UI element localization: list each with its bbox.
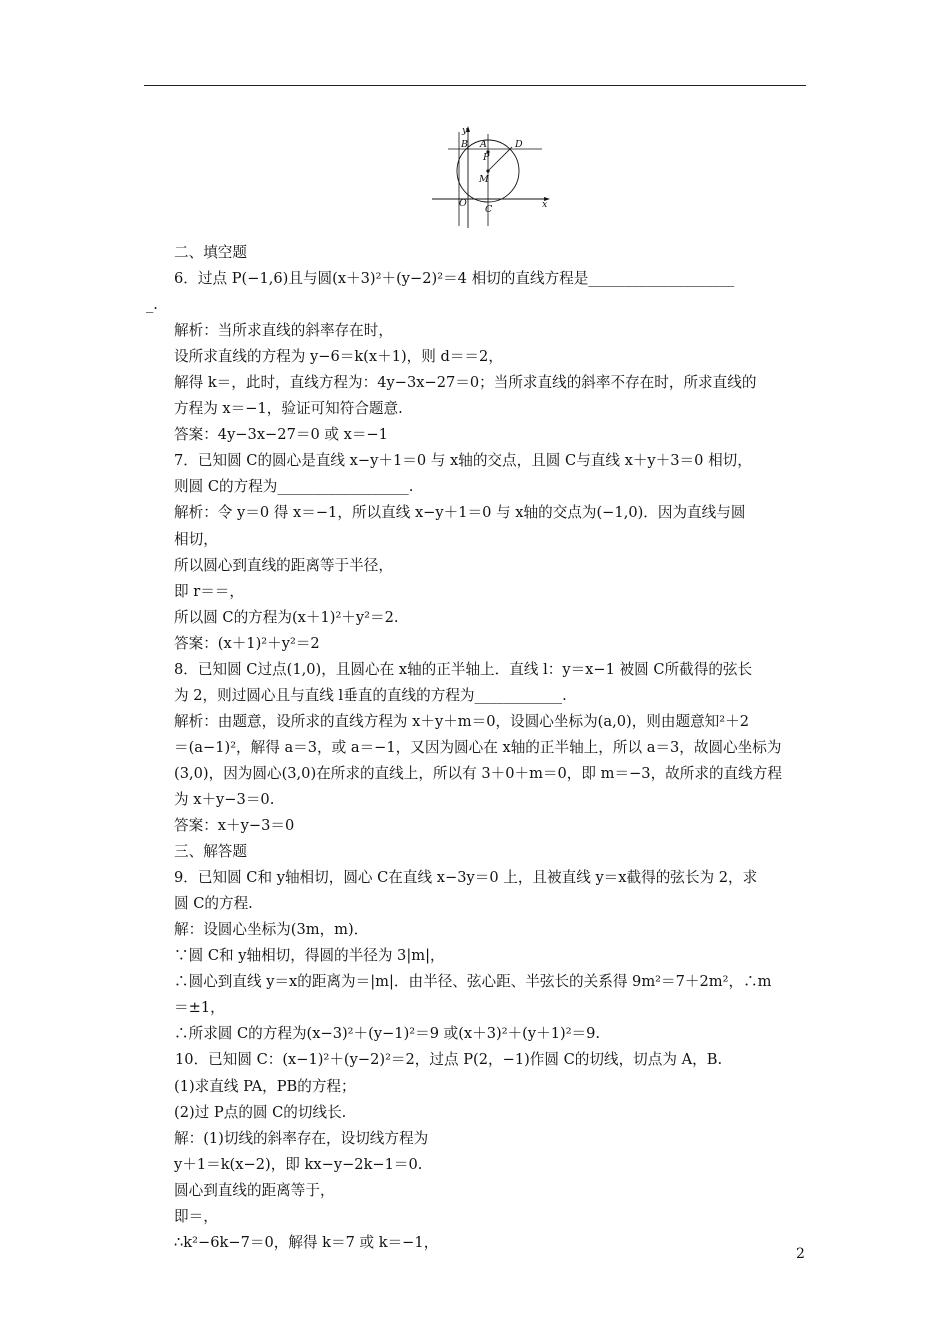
text-line: 6．过点 P(−1,6)且与圆(x＋3)²＋(y−2)²＝4 相切的直线方程是____________________: [174, 270, 735, 288]
point-D-label: D: [515, 139, 523, 150]
text-line: _.: [146, 296, 158, 314]
text-line: 为 2，则过圆心且与直线 l垂直的直线的方程为____________.: [174, 686, 567, 704]
origin-O-label: O: [459, 198, 467, 209]
point-P-label: P: [483, 152, 490, 163]
text-line: 7．已知圆 C的圆心是直线 x−y＋1＝0 与 x轴的交点，且圆 C与直线 x＋y＋3＝0 相切，: [174, 452, 752, 470]
text-line: (2)过 P点的圆 C的切线长.: [174, 1103, 347, 1121]
text-line: 答案：x＋y−3＝0: [174, 817, 295, 835]
text-line: 答案：(x＋1)²＋y²＝2: [174, 634, 320, 652]
circle-diagram: [430, 120, 560, 232]
text-line: 解析：令 y＝0 得 x＝−1，所以直线 x−y＋1＝0 与 x轴的交点为(−1,0)．因为直线与圆: [174, 504, 746, 522]
text-line: 二、填空题: [174, 244, 247, 261]
text-line: 圆 C的方程.: [174, 895, 253, 913]
text-line: 即 r＝＝，: [174, 582, 244, 600]
text-line: 9．已知圆 C和 y轴相切，圆心 C在直线 x−3y＝0 上，且被直线 y＝x截得的弦长为 2，求: [174, 869, 758, 887]
text-line: 设所求直线的方程为 y−6＝k(x＋1)，则 d＝＝2，: [174, 348, 503, 366]
point-B-label: B: [461, 139, 468, 150]
point-M-label: M: [479, 174, 489, 185]
text-line: ＝±1，: [174, 999, 225, 1017]
text-line: 即＝，: [174, 1207, 218, 1225]
text-line: ＝(a−1)²，解得 a＝3，或 a＝−1，又因为圆心在 x轴的正半轴上，所以 a＝3，故圆心坐标为: [174, 738, 782, 756]
text-line: ∴k²−6k−7＝0，解得 k＝7 或 k＝−1，: [174, 1233, 439, 1251]
y-axis-label: y: [462, 125, 468, 136]
text-line: 解：设圆心坐标为(3m，m)．: [174, 921, 369, 939]
text-line: 所以圆心到直线的距离等于半径，: [174, 556, 393, 574]
text-line: 解：(1)切线的斜率存在，设切线方程为: [174, 1129, 429, 1147]
text-line: 解析：由题意，设所求的直线方程为 x＋y＋m＝0，设圆心坐标为(a,0)，则由题意知²＋2: [174, 712, 749, 730]
text-line: 则圆 C的方程为__________________.: [174, 478, 414, 496]
text-line: 答案：4y−3x−27＝0 或 x＝−1: [174, 426, 388, 444]
text-line: ∴所求圆 C的方程为(x−3)²＋(y−1)²＝9 或(x＋3)²＋(y＋1)²＝9.: [174, 1025, 601, 1043]
text-line: (3,0)，因为圆心(3,0)在所求的直线上，所以有 3＋0＋m＝0，即 m＝−3，故所求的直线方程: [174, 764, 782, 782]
text-line: 圆心到直线的距离等于，: [174, 1181, 335, 1199]
text-line: 方程为 x＝−1，验证可知符合题意.: [174, 400, 403, 418]
text-line: ∴圆心到直线 y＝x的距离为＝|m|．由半径、弦心距、半弦长的关系得 9m²＝7＋2m²，∴m: [174, 973, 772, 991]
circle-figure: [430, 120, 560, 232]
text-line: 相切，: [174, 530, 218, 548]
text-line: 10．已知圆 C：(x−1)²＋(y−2)²＝2，过点 P(2，−1)作圆 C的切线，切点为 A，B.: [175, 1051, 723, 1069]
text-line: 所以圆 C的方程为(x＋1)²＋y²＝2.: [174, 608, 399, 626]
text-line: (1)求直线 PA，PB的方程；: [174, 1077, 356, 1095]
point-A-label: A: [480, 139, 487, 150]
x-axis-label: x: [542, 199, 548, 210]
header-rule: [144, 85, 806, 86]
text-line: 解析：当所求直线的斜率存在时，: [174, 322, 393, 340]
text-line: ∵圆 C和 y轴相切，得圆的半径为 3|m|，: [174, 947, 445, 965]
text-line: 为 x＋y−3＝0.: [174, 790, 275, 808]
text-line: y＋1＝k(x−2)，即 kx−y−2k−1＝0.: [174, 1155, 423, 1173]
document-body: [146, 240, 810, 1256]
point-C-label: C: [485, 204, 493, 215]
text-line: 解得 k＝，此时，直线方程为：4y−3x−27＝0；当所求直线的斜率不存在时，所求直线的: [174, 374, 757, 392]
text-line: 8．已知圆 C过点(1,0)，且圆心在 x轴的正半轴上．直线 l：y＝x−1 被圆 C所截得的弦长: [174, 660, 753, 678]
page-number: 2: [796, 1246, 805, 1262]
text-line: 三、解答题: [174, 843, 247, 861]
